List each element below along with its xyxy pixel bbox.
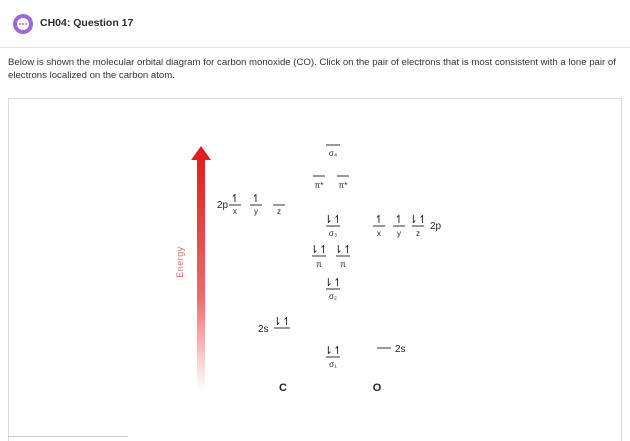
oxygen-2py-electron[interactable]: ↿: [394, 214, 404, 226]
oxygen-2pz-axis: z: [416, 229, 420, 238]
sigma1-label: σ₁: [329, 360, 337, 369]
mo-sigma1: [324, 343, 342, 369]
oxygen-2px-electron[interactable]: ↿: [374, 214, 384, 226]
carbon-symbol: C: [279, 382, 287, 394]
sigma2-label: σ₂: [328, 292, 338, 301]
pi-star-2-label: π*: [338, 181, 348, 190]
pi-star-1-label: π*: [314, 181, 324, 190]
footer-divider: [8, 436, 128, 437]
oxygen-2p-label: 2p: [430, 221, 442, 232]
energy-arrow: [191, 146, 211, 390]
question-prompt: Below is shown the molecular orbital diagram for carbon monoxide (CO). Click on the pair of electrons that is most consistent with a lone pair of electrons localized on the carbon atom.: [8, 57, 616, 81]
mo-sigma3: [324, 212, 342, 238]
oxygen-2px-axis: x: [377, 229, 381, 238]
sigma1-electron-pair[interactable]: [324, 343, 342, 357]
svg-text:⇂↿: ⇂↿: [272, 316, 292, 328]
oxygen-2py-axis: y: [397, 229, 401, 238]
mo-pi: [310, 242, 352, 269]
carbon-2px-axis: x: [233, 207, 237, 216]
mo-pi-star: [313, 176, 349, 190]
sigma3-electron-pair[interactable]: [324, 212, 342, 226]
svg-text:⇂↿: ⇂↿: [323, 214, 343, 226]
oxygen-2s-orbital: [377, 344, 406, 355]
svg-text:⇂↿: ⇂↿: [408, 214, 428, 226]
carbon-2s-label: 2s: [258, 324, 269, 335]
energy-label: Energy: [175, 246, 185, 278]
svg-text:⇂↿: ⇂↿: [323, 345, 343, 357]
oxygen-2p-orbitals: [373, 212, 442, 238]
carbon-2py-axis: y: [254, 207, 258, 216]
svg-text:⇂↿: ⇂↿: [333, 244, 353, 256]
mo-sigma4: [326, 145, 340, 158]
carbon-2s-electron-pair[interactable]: [273, 313, 291, 328]
carbon-2p-orbitals: [217, 193, 285, 216]
carbon-2p-label: 2p: [217, 200, 229, 211]
carbon-2pz-axis: z: [277, 207, 281, 216]
sigma3-label: σ₃: [328, 229, 338, 238]
pi-1-label: π: [316, 260, 322, 269]
svg-text:⇂↿: ⇂↿: [323, 277, 343, 289]
oxygen-2s-label: 2s: [395, 344, 406, 355]
question-title: CH04: Question 17: [40, 17, 134, 29]
pi-2-electron-pair[interactable]: [334, 242, 352, 256]
svg-text:⇂↿: ⇂↿: [309, 244, 329, 256]
carbon-2py-electron[interactable]: ↿: [251, 193, 261, 205]
mo-sigma2: [324, 275, 342, 301]
carbon-2px-electron[interactable]: ↿: [230, 193, 240, 205]
carbon-2s-orbital: [258, 313, 291, 335]
sigma4-label: σ₄: [328, 149, 338, 158]
oxygen-2pz-electron-pair[interactable]: [409, 212, 427, 226]
sigma2-electron-pair[interactable]: [324, 275, 342, 289]
pi-2-label: π: [340, 260, 346, 269]
pi-1-electron-pair[interactable]: [310, 242, 328, 256]
oxygen-symbol: O: [372, 382, 382, 394]
